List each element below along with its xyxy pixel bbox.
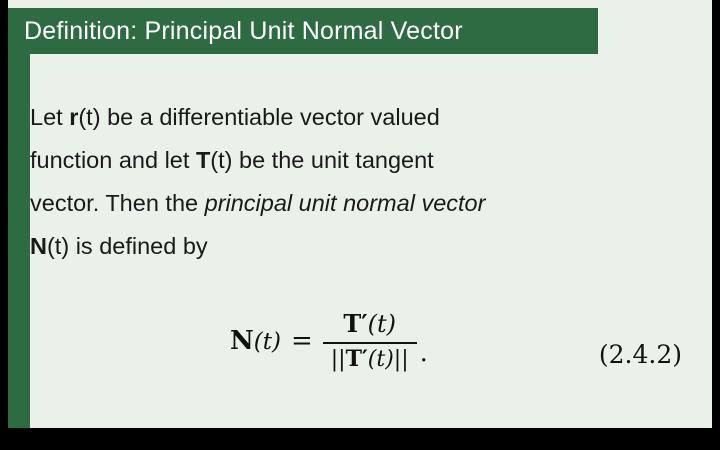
line-2-vector-t: T	[195, 147, 211, 173]
definition-line-1	[30, 96, 680, 139]
equation-row	[30, 310, 700, 410]
line-1-vector-r: r	[69, 104, 79, 130]
denominator-open-norm: ||	[330, 346, 346, 372]
equation-period: .	[419, 337, 428, 368]
definition-line-2	[30, 139, 680, 182]
definition-line-4	[30, 225, 680, 268]
line-1-part-1: Let	[30, 104, 70, 130]
equation-display	[230, 310, 428, 372]
line-1-part-3: (t) be a differentiable vector valued	[78, 104, 440, 130]
line-3-part-1: vector. Then the	[30, 190, 205, 216]
left-accent-strip	[8, 54, 30, 428]
page-title: Definition: Principal Unit Normal Vector	[24, 16, 463, 45]
numerator-vector-t: T	[343, 309, 362, 338]
equation-denominator	[323, 344, 417, 372]
line-3-emphasis: principal unit normal vector	[204, 190, 486, 216]
equation-number: (2.4.2)	[598, 340, 682, 369]
line-2-part-1: function and let	[30, 147, 196, 173]
line-2-part-3: (t) be the unit tangent	[210, 147, 434, 173]
denominator-prime: ′	[361, 345, 368, 372]
slide-title-bar	[8, 8, 598, 54]
equation-lhs-argument: (t)	[253, 328, 281, 355]
line-4-vector-n: N	[30, 233, 47, 259]
denominator-vector-t: T	[345, 345, 362, 372]
definition-body	[30, 96, 680, 268]
denominator-argument: (t)	[367, 346, 394, 372]
numerator-prime: ′	[361, 309, 368, 338]
equation-numerator	[335, 310, 404, 342]
numerator-argument: (t)	[367, 310, 396, 338]
line-4-part-2: (t) is defined by	[46, 233, 208, 259]
denominator-close-norm: ||	[393, 346, 409, 372]
equation-lhs	[230, 326, 281, 356]
bottom-letterbox-bar	[0, 428, 720, 450]
equation-lhs-vector: N	[230, 325, 254, 356]
definition-line-3	[30, 182, 680, 225]
equation-equals-sign: =	[290, 325, 313, 356]
equation-fraction	[323, 310, 417, 372]
